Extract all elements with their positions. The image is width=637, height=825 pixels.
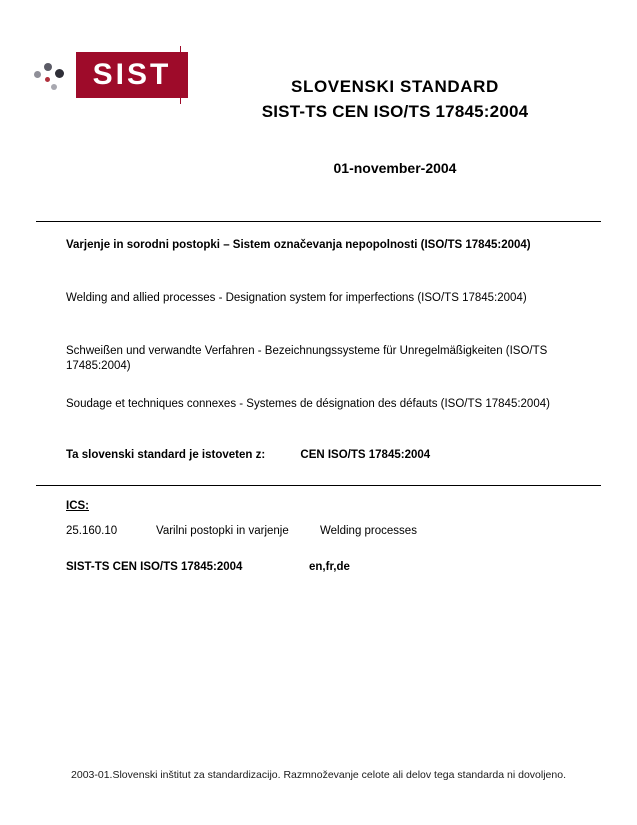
equivalence-row [66,449,586,461]
title-english: Welding and allied processes - Designation system for imperfections (ISO/TS 17845:2004) [66,292,527,304]
logo-dot [44,63,52,71]
logo-dot [45,77,50,82]
ics-code: 25.160.10 [66,525,118,537]
title-line-1: SLOVENSKI STANDARD [291,77,499,96]
ics-description-english: Welding processes [320,525,417,537]
publication-date: 01-november-2004 [333,160,457,176]
logo-box [76,52,188,98]
title-french: Soudage et techniques connexes - Systemes de désignation des défauts (ISO/TS 17845:2004) [66,398,550,410]
ics-description-slovenian: Varilni postopki in varjenje [156,525,289,537]
sist-logo [32,52,192,98]
standard-languages: en,fr,de [309,561,350,573]
logo-dot [34,71,41,78]
divider-bottom [36,485,601,486]
equivalence-value: CEN ISO/TS 17845:2004 [300,449,431,461]
equivalence-label: Ta slovenski standard je istoveten z: [66,449,266,461]
standard-code: SIST-TS CEN ISO/TS 17845:2004 [66,561,243,573]
logo-dot [55,69,64,78]
title-german: Schweißen und verwandte Verfahren - Bezeichnungssysteme für Unregelmäßigkeiten (ISO/TS 17485:2004) [66,345,548,372]
divider-top [36,221,601,222]
document-header [0,44,637,176]
logo-wordmark: SIST [92,58,172,91]
title-line-2: SIST-TS CEN ISO/TS 17845:2004 [261,102,529,121]
logo-dots-icon [32,58,74,92]
ics-label: ICS: [66,500,89,512]
page-title [180,74,610,124]
title-slovenian: Varjenje in sorodni postopki – Sistem označevanja nepopolnosti (ISO/TS 17845:2004) [66,239,531,251]
footer-note: 2003-01.Slovenski inštitut za standardizacijo. Razmnoževanje celote ali delov tega standarda ni dovoljeno. [71,769,566,781]
logo-dot [51,84,57,90]
